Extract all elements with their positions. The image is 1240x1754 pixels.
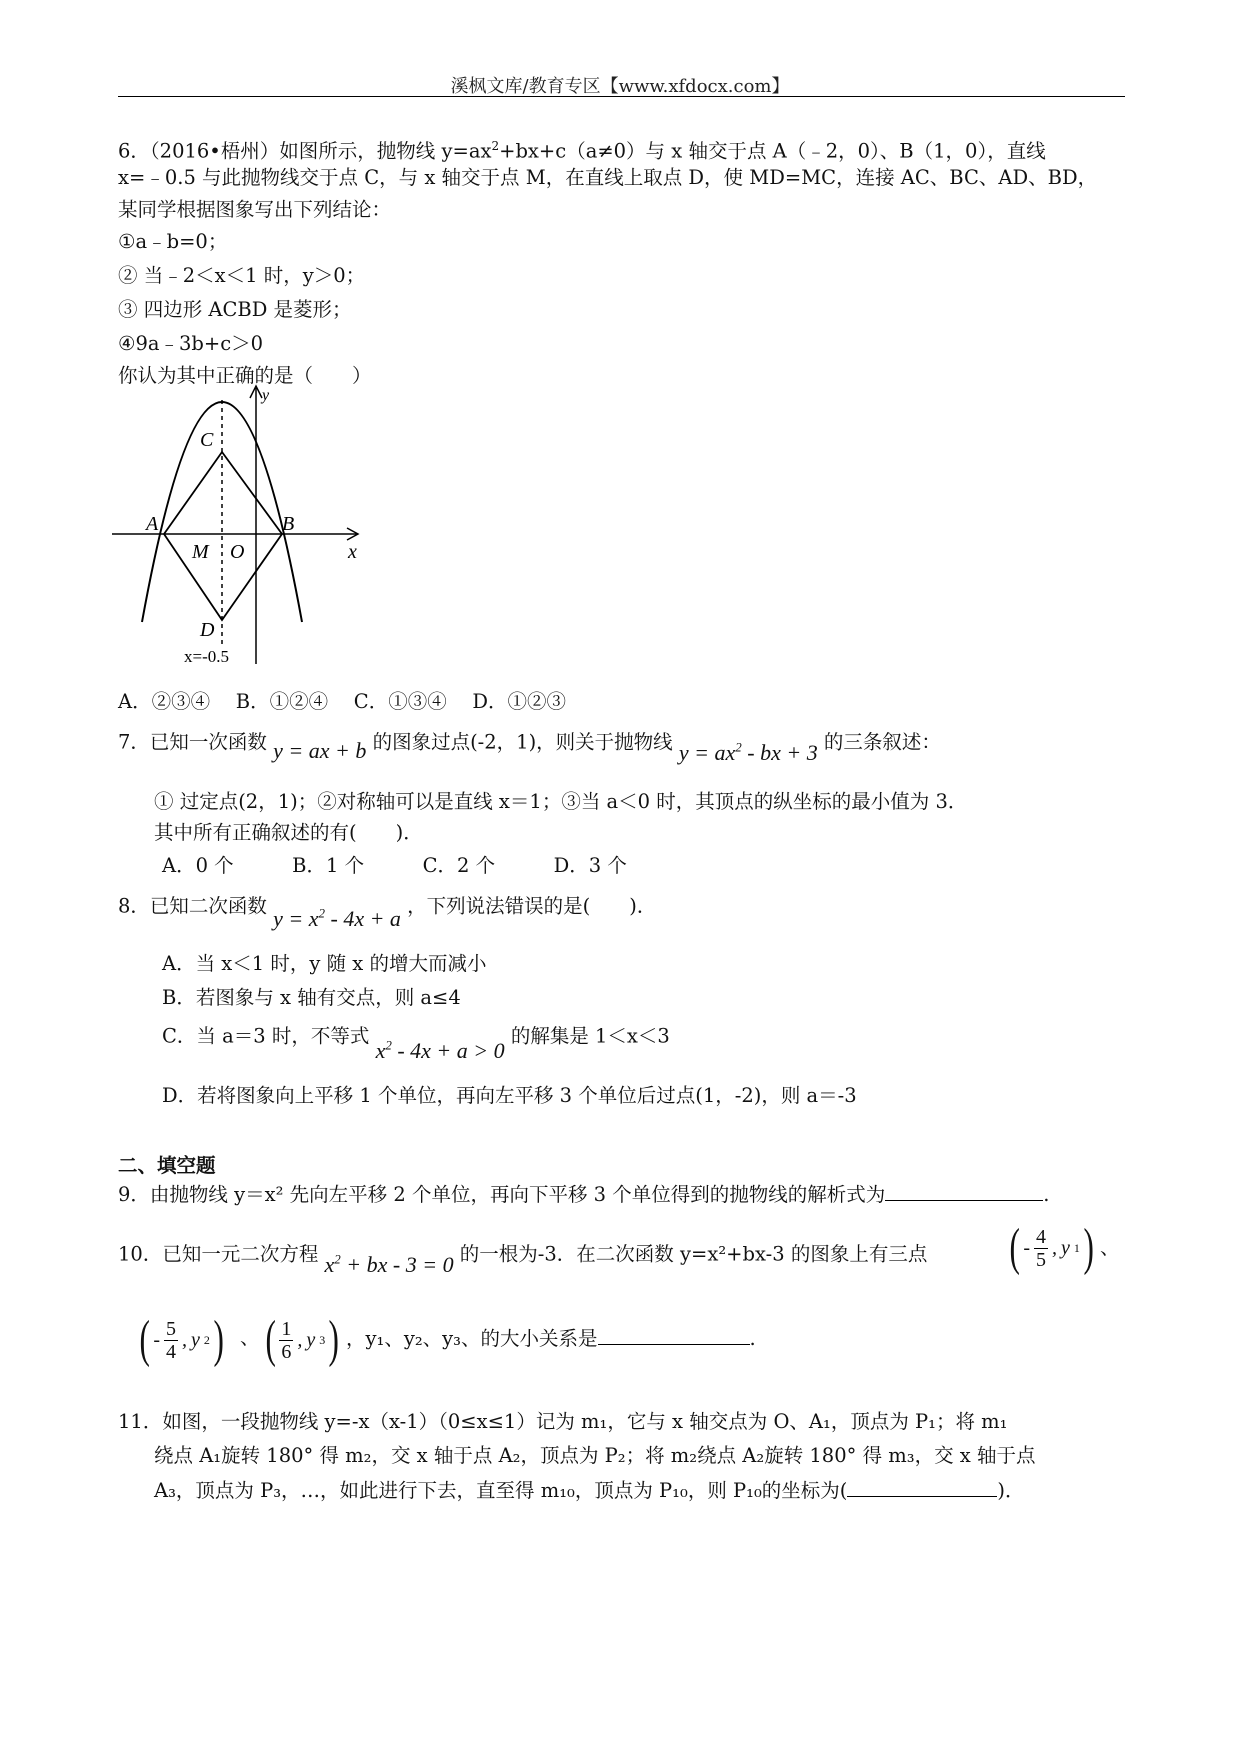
q10-answer-blank <box>598 1326 750 1345</box>
label-o: O <box>230 541 245 563</box>
q10-point-1: ( - $\frac{4}{5}$ , y 1 ) <box>1009 1219 1094 1276</box>
label-b: B <box>282 513 295 535</box>
q10-equation: $x^2$ + bx - 3 = 0 <box>324 1252 454 1278</box>
parabola-figure <box>112 382 372 664</box>
q6-conclusion-1: ①a﹣b=0； <box>118 230 228 253</box>
q7-question: 其中所有正确叙述的有( )． <box>154 821 423 844</box>
label-y: y <box>262 387 270 404</box>
rhombus-acbd <box>164 452 282 620</box>
q6-line2: x=﹣0.5 与此抛物线交于点 C，与 x 轴交于点 M，在直线上取点 D，使 MD=MC，连接 AC、BC、AD、BD， <box>118 166 1098 189</box>
q6-conclusion-2: ② 当﹣2＜x＜1 时，y＞0； <box>118 264 366 287</box>
q8-option-d: D．若将图象向上平移 1 个单位，再向左平移 3 个单位后过点(1，-2)，则 a＝-3 <box>162 1084 857 1107</box>
section-title: 二、填空题 <box>118 1154 216 1177</box>
q10-separator-2: 、 <box>240 1326 260 1349</box>
label-x: x <box>348 541 357 563</box>
q6-conclusion-4: ④9a﹣3b+c＞0 <box>118 332 264 355</box>
q11-answer-blank <box>847 1478 997 1497</box>
header-rule <box>118 96 1125 97</box>
q8-option-a: A．当 x＜1 时，y 随 x 的增大而减小 <box>162 952 487 975</box>
label-line: x=-0.5 <box>184 647 229 664</box>
q10-stem: 10．已知一元二次方程 $x^2$ + bx - 3 = 0 的一根为-3．在二次函数 y=x²+bx-3 的图象上有三点 <box>118 1242 928 1278</box>
q6-question: 你认为其中正确的是（ ） <box>118 364 372 387</box>
q8-option-c: C．当 a＝3 时，不等式 $x^2 - 4x + a > 0$ 的解集是 1＜x＜3 <box>162 1024 670 1064</box>
q8-formula: $y = x^2 - 4x + a$ <box>273 906 401 932</box>
q6-options: A．②③④ B．①②④ C．①③④ D．①②③ <box>118 690 567 713</box>
q6-line3: 某同学根据图象写出下列结论： <box>118 198 392 221</box>
q7-statements: ① 过定点(2，1)；②对称轴可以是直线 x＝1；③当 a＜0 时，其顶点的纵坐标的最小值为 3． <box>154 790 968 813</box>
q10-separator-1: 、 <box>1100 1236 1120 1259</box>
q11-line3: A₃，顶点为 P₃，…，如此进行下去，直至得 m₁₀，顶点为 P₁₀，则 P₁₀的坐标为( )． <box>154 1479 1025 1502</box>
q6-conclusion-3: ③ 四边形 ACBD 是菱形； <box>118 298 352 321</box>
q8-inequality: $x^2 - 4x + a > 0$ <box>375 1038 505 1064</box>
q9-stem: 9．由抛物线 y＝x² 先向左平移 2 个单位，再向下平移 3 个单位得到的抛物线的解析式为 . <box>118 1183 1050 1206</box>
page-header: 溪枫文库/教育专区【www.xfdocx.com】 <box>450 76 790 97</box>
q7-options: A．0 个 B．1 个 C．2 个 D．3 个 <box>162 854 627 877</box>
q10-point-3: ( $\frac{1}{6}$ , y 3 ) <box>265 1311 340 1368</box>
q9-answer-blank <box>885 1182 1043 1201</box>
q11-line1: 11．如图，一段抛物线 y=-x（x-1）（0≤x≤1）记为 m₁，它与 x 轴交点为 O、A₁，顶点为 P₁；将 m₁ <box>118 1410 1008 1433</box>
label-a: A <box>146 513 159 535</box>
q7-formula-linear: y = ax + b <box>273 738 367 764</box>
q7-stem: 7．已知一次函数 y = ax + b 的图象过点(-2，1)，则关于抛物线 $y = ax^2$ - bx + 3 的三条叙述： <box>118 730 941 766</box>
label-d: D <box>200 619 215 641</box>
q6-line1: 6．（2016•梧州）如图所示，抛物线 $y=ax^2+bx+c(a\ne 0)$与 x 轴交于点 A（﹣2，0）、B（1，0），直线 <box>118 139 1046 163</box>
q11-line2: 绕点 A₁旋转 180° 得 m₂，交 x 轴于点 A₂，顶点为 P₂；将 m₂绕点 A₂旋转 180° 得 m₃，交 x 轴于点 <box>154 1444 1036 1467</box>
q8-stem: 8．已知二次函数 $y = x^2 - 4x + a$ ，下列说法错误的是( )． <box>118 894 657 932</box>
q10-point-2: ( - $\frac{5}{4}$ , y 2 ) <box>139 1311 224 1368</box>
q7-formula-parabola: $y = ax^2$ - bx + 3 <box>678 740 818 766</box>
q8-option-b: B．若图象与 x 轴有交点，则 a≤4 <box>162 986 461 1009</box>
label-m: M <box>192 541 209 563</box>
label-c: C <box>200 429 214 451</box>
q10-line2: ，y₁、y₂、y₃、的大小关系是 . <box>346 1327 756 1350</box>
